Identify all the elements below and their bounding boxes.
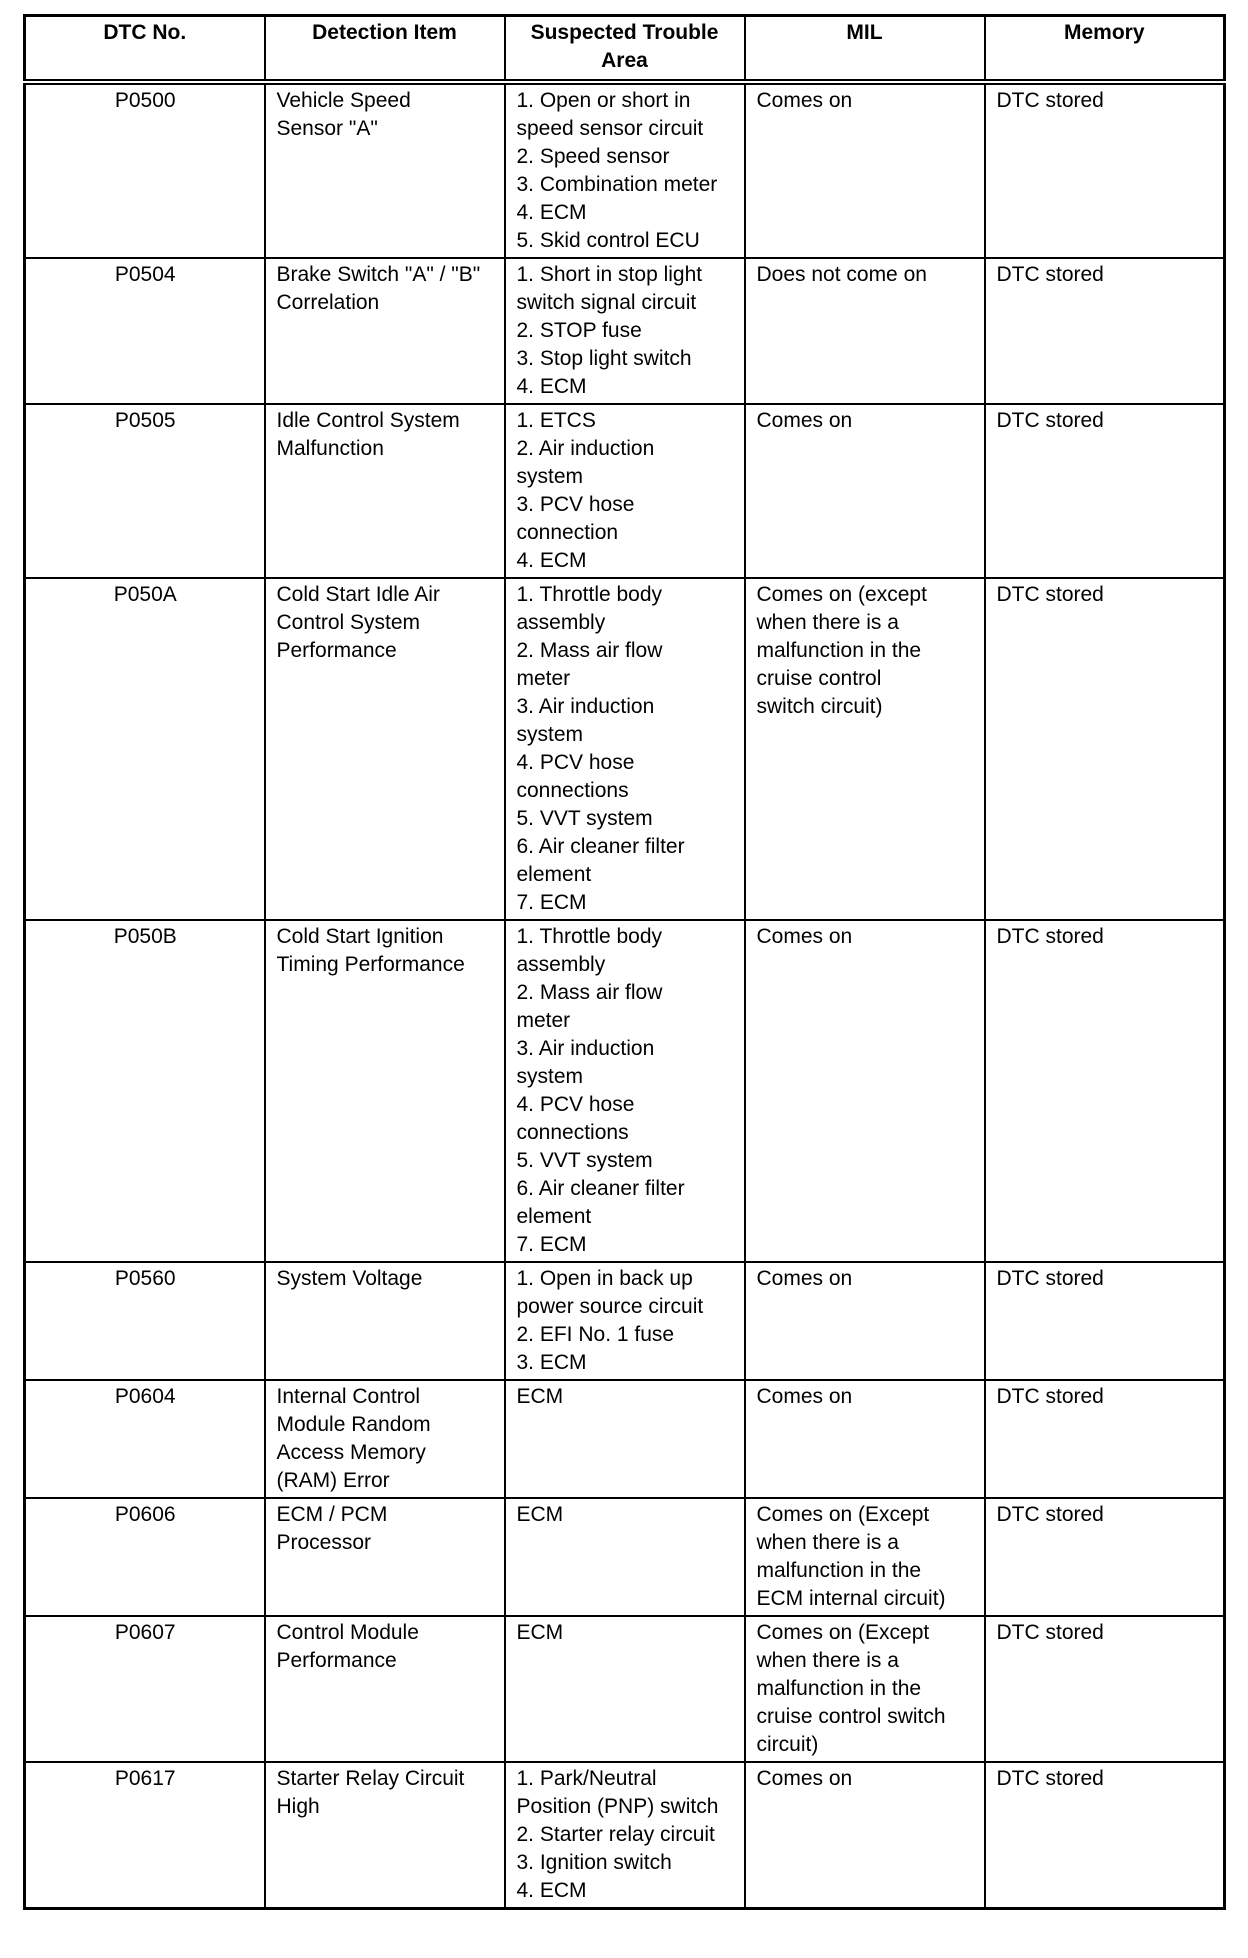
- suspected-area-cell: [505, 1380, 745, 1498]
- table-row: [25, 1762, 1225, 1909]
- detection-item-cell: [265, 1380, 505, 1498]
- suspected-area-line: connection: [516, 521, 619, 544]
- suspected-area-line: 2. Air induction: [516, 437, 655, 460]
- table-row: [25, 82, 1225, 258]
- suspected-area-cell: [505, 82, 745, 258]
- suspected-area-line: 7. ECM: [516, 1233, 587, 1256]
- suspected-area-line: 3. Stop light switch: [516, 347, 692, 370]
- memory-cell: DTC stored: [985, 82, 1225, 258]
- mil-line: Comes on: [756, 1767, 853, 1790]
- suspected-area-line: system: [516, 1065, 584, 1088]
- suspected-area-line: switch signal circuit: [516, 291, 697, 314]
- memory-cell: DTC stored: [985, 1616, 1225, 1762]
- mil-line: Comes on: [756, 1385, 853, 1408]
- mil-line: ECM internal circuit): [756, 1587, 946, 1610]
- suspected-area-line: 1. Open or short in: [516, 89, 691, 112]
- suspected-area-line: element: [516, 863, 592, 886]
- suspected-area-line: 1. Throttle body: [516, 925, 663, 948]
- memory-cell: DTC stored: [985, 1762, 1225, 1909]
- suspected-area-line: system: [516, 465, 584, 488]
- suspected-area-cell: [505, 1262, 745, 1380]
- suspected-area-line: assembly: [516, 611, 606, 634]
- dtc-code-cell: P0604: [25, 1380, 265, 1498]
- mil-line: Comes on (except: [756, 583, 927, 606]
- memory-cell: DTC stored: [985, 1498, 1225, 1616]
- memory-cell: DTC stored: [985, 578, 1225, 920]
- mil-line: switch circuit): [756, 695, 883, 718]
- dtc-code-cell: P0607: [25, 1616, 265, 1762]
- mil-cell: [745, 1762, 985, 1909]
- mil-line: malfunction in the: [756, 1677, 922, 1700]
- table-row: [25, 1616, 1225, 1762]
- detection-item-line: Access Memory: [276, 1441, 426, 1464]
- suspected-area-line: 2. Mass air flow: [516, 981, 663, 1004]
- suspected-area-line: 4. ECM: [516, 1879, 587, 1902]
- suspected-area-line: 2. Mass air flow: [516, 639, 663, 662]
- mil-cell: [745, 1380, 985, 1498]
- suspected-area-line: 2. Starter relay circuit: [516, 1823, 715, 1846]
- suspected-area-line: 4. ECM: [516, 375, 587, 398]
- detection-item-line: ECM / PCM: [276, 1503, 388, 1526]
- detection-item-cell: [265, 82, 505, 258]
- mil-cell: [745, 1498, 985, 1616]
- mil-line: Does not come on: [756, 263, 927, 286]
- mil-cell: [745, 920, 985, 1262]
- suspected-area-line: power source circuit: [516, 1295, 704, 1318]
- detection-item-line: Sensor "A": [276, 117, 378, 140]
- detection-item-line: Cold Start Idle Air: [276, 583, 440, 606]
- suspected-area-line: meter: [516, 667, 571, 690]
- suspected-area-line: 6. Air cleaner filter: [516, 1177, 685, 1200]
- detection-item-line: Timing Performance: [276, 953, 465, 976]
- suspected-area-line: 1. Throttle body: [516, 583, 663, 606]
- suspected-area-line: 4. PCV hose: [516, 751, 635, 774]
- dtc-table: [23, 14, 1226, 1910]
- table-row: [25, 920, 1225, 1262]
- suspected-area-line: 3. Ignition switch: [516, 1851, 672, 1874]
- mil-line: Comes on: [756, 1267, 853, 1290]
- suspected-area-line: 3. Air induction: [516, 695, 655, 718]
- suspected-area-line: 1. ETCS: [516, 409, 596, 432]
- detection-item-line: Idle Control System: [276, 409, 460, 432]
- suspected-area-line: speed sensor circuit: [516, 117, 704, 140]
- memory-cell: DTC stored: [985, 1380, 1225, 1498]
- header-suspected-trouble-area: Suspected Trouble Area: [505, 16, 745, 83]
- dtc-code-cell: P0617: [25, 1762, 265, 1909]
- mil-line: malfunction in the: [756, 1559, 922, 1582]
- mil-line: when there is a: [756, 611, 899, 634]
- suspected-area-line: connections: [516, 779, 629, 802]
- suspected-area-line: 2. EFI No. 1 fuse: [516, 1323, 675, 1346]
- detection-item-line: High: [276, 1795, 320, 1818]
- detection-item-cell: [265, 578, 505, 920]
- suspected-area-line: 3. Air induction: [516, 1037, 655, 1060]
- table-header: [25, 16, 1225, 83]
- mil-line: Comes on (Except: [756, 1621, 930, 1644]
- detection-item-cell: [265, 258, 505, 404]
- suspected-area-line: 1. Short in stop light: [516, 263, 703, 286]
- table-row: [25, 1498, 1225, 1616]
- memory-cell: DTC stored: [985, 258, 1225, 404]
- memory-cell: DTC stored: [985, 1262, 1225, 1380]
- mil-cell: [745, 258, 985, 404]
- table-row: [25, 1262, 1225, 1380]
- suspected-area-cell: [505, 920, 745, 1262]
- mil-line: cruise control: [756, 667, 882, 690]
- suspected-area-cell: [505, 258, 745, 404]
- dtc-code-cell: P050B: [25, 920, 265, 1262]
- mil-line: Comes on (Except: [756, 1503, 930, 1526]
- detection-item-line: Correlation: [276, 291, 380, 314]
- suspected-area-line: 4. ECM: [516, 549, 587, 572]
- detection-item-cell: [265, 404, 505, 578]
- table-row: [25, 1380, 1225, 1498]
- table-row: [25, 578, 1225, 920]
- detection-item-line: Starter Relay Circuit: [276, 1767, 465, 1790]
- header-mil: MIL: [745, 16, 985, 83]
- mil-cell: [745, 1616, 985, 1762]
- detection-item-cell: [265, 920, 505, 1262]
- suspected-area-cell: [505, 1762, 745, 1909]
- header-row: [25, 16, 1225, 83]
- header-detection-item: Detection Item: [265, 16, 505, 83]
- detection-item-line: Internal Control: [276, 1385, 421, 1408]
- dtc-code-cell: P0560: [25, 1262, 265, 1380]
- suspected-area-cell: [505, 404, 745, 578]
- dtc-code-cell: P0505: [25, 404, 265, 578]
- suspected-area-line: 3. Combination meter: [516, 173, 718, 196]
- detection-item-cell: [265, 1762, 505, 1909]
- mil-line: cruise control switch: [756, 1705, 946, 1728]
- detection-item-line: Malfunction: [276, 437, 384, 460]
- suspected-area-line: ECM: [516, 1503, 564, 1526]
- detection-item-line: (RAM) Error: [276, 1469, 390, 1492]
- table-row: [25, 258, 1225, 404]
- dtc-code-cell: P0606: [25, 1498, 265, 1616]
- table-row: [25, 404, 1225, 578]
- dtc-code-cell: P0500: [25, 82, 265, 258]
- mil-line: Comes on: [756, 409, 853, 432]
- suspected-area-line: 2. STOP fuse: [516, 319, 642, 342]
- table-body: [25, 82, 1225, 1909]
- header-dtc-no: DTC No.: [25, 16, 265, 83]
- suspected-area-line: meter: [516, 1009, 571, 1032]
- suspected-area-cell: [505, 1498, 745, 1616]
- mil-cell: [745, 404, 985, 578]
- suspected-area-line: assembly: [516, 953, 606, 976]
- detection-item-line: Processor: [276, 1531, 372, 1554]
- suspected-area-line: 3. PCV hose: [516, 493, 635, 516]
- suspected-area-line: ECM: [516, 1621, 564, 1644]
- suspected-area-line: 5. VVT system: [516, 1149, 653, 1172]
- suspected-area-line: 1. Park/Neutral: [516, 1767, 657, 1790]
- detection-item-line: Performance: [276, 1649, 397, 1672]
- suspected-area-line: 5. Skid control ECU: [516, 229, 700, 252]
- suspected-area-cell: [505, 578, 745, 920]
- dtc-code-cell: P0504: [25, 258, 265, 404]
- detection-item-line: Control Module: [276, 1621, 419, 1644]
- suspected-area-line: 1. Open in back up: [516, 1267, 693, 1290]
- detection-item-cell: [265, 1498, 505, 1616]
- detection-item-line: Module Random: [276, 1413, 431, 1436]
- mil-cell: [745, 1262, 985, 1380]
- suspected-area-line: 4. PCV hose: [516, 1093, 635, 1116]
- detection-item-line: System Voltage: [276, 1267, 423, 1290]
- header-memory: Memory: [985, 16, 1225, 83]
- suspected-area-line: 4. ECM: [516, 201, 587, 224]
- detection-item-cell: [265, 1262, 505, 1380]
- detection-item-cell: [265, 1616, 505, 1762]
- suspected-area-line: ECM: [516, 1385, 564, 1408]
- detection-item-line: Brake Switch "A" / "B": [276, 263, 481, 286]
- suspected-area-line: 2. Speed sensor: [516, 145, 670, 168]
- suspected-area-line: Position (PNP) switch: [516, 1795, 719, 1818]
- mil-line: circuit): [756, 1733, 819, 1756]
- mil-line: Comes on: [756, 925, 853, 948]
- suspected-area-line: 6. Air cleaner filter: [516, 835, 685, 858]
- suspected-area-line: 3. ECM: [516, 1351, 587, 1374]
- detection-item-line: Control System: [276, 611, 421, 634]
- mil-line: when there is a: [756, 1531, 899, 1554]
- dtc-code-cell: P050A: [25, 578, 265, 920]
- memory-cell: DTC stored: [985, 404, 1225, 578]
- suspected-area-line: element: [516, 1205, 592, 1228]
- mil-cell: [745, 578, 985, 920]
- suspected-area-cell: [505, 1616, 745, 1762]
- mil-line: Comes on: [756, 89, 853, 112]
- mil-cell: [745, 82, 985, 258]
- detection-item-line: Vehicle Speed: [276, 89, 411, 112]
- suspected-area-line: connections: [516, 1121, 629, 1144]
- suspected-area-line: 5. VVT system: [516, 807, 653, 830]
- detection-item-line: Performance: [276, 639, 397, 662]
- memory-cell: DTC stored: [985, 920, 1225, 1262]
- suspected-area-line: 7. ECM: [516, 891, 587, 914]
- mil-line: malfunction in the: [756, 639, 922, 662]
- detection-item-line: Cold Start Ignition: [276, 925, 444, 948]
- mil-line: when there is a: [756, 1649, 899, 1672]
- suspected-area-line: system: [516, 723, 584, 746]
